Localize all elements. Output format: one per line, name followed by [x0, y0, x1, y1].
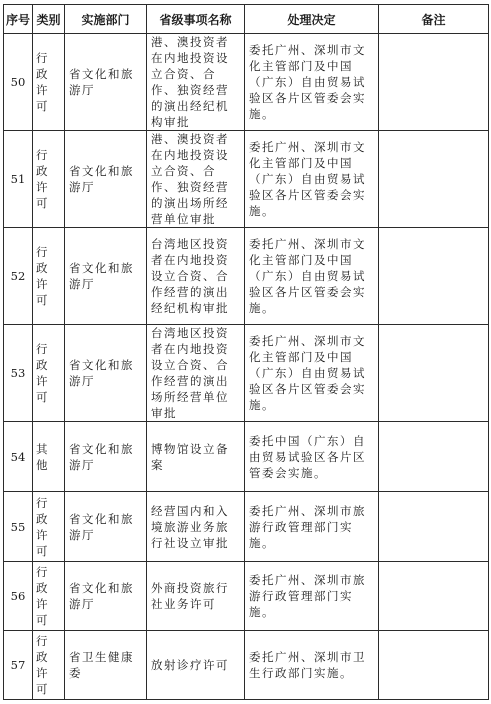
- row-item-name: 外商投资旅行社业务许可: [147, 562, 245, 631]
- row-number: 53: [4, 325, 33, 422]
- row-decision: 委托广州、深圳市文化主管部门及中国（广东）自由贸易试验区各片区管委会实施。: [245, 34, 379, 131]
- table-row: [4, 325, 489, 422]
- row-item-name: 台湾地区投资者在内地投资设立合资、合作经营的演出经纪机构审批: [147, 228, 245, 325]
- row-number: 54: [4, 422, 33, 492]
- row-department: 省文化和旅游厅: [65, 131, 147, 228]
- table-row: [4, 492, 489, 562]
- row-decision: 委托广州、深圳市旅游行政管理部门实施。: [245, 562, 379, 631]
- table-row: [4, 131, 489, 228]
- row-item-name: 台湾地区投资者在内地投资设立合资、合作经营的演出场所经营单位审批: [147, 325, 245, 422]
- row-category: 行政许可: [33, 228, 65, 325]
- row-notes: [379, 131, 489, 228]
- row-decision: 委托广州、深圳市文化主管部门及中国（广东）自由贸易试验区各片区管委会实施。: [245, 228, 379, 325]
- header-number: 序号: [4, 5, 33, 34]
- row-department: 省文化和旅游厅: [65, 228, 147, 325]
- row-number: 56: [4, 562, 33, 631]
- row-category: 行政许可: [33, 131, 65, 228]
- row-item-name: 港、澳投资者在内地投资设立合资、合作、独资经营的演出经纪机构审批: [147, 34, 245, 131]
- row-department: 省卫生健康委: [65, 631, 147, 700]
- row-number: 55: [4, 492, 33, 562]
- header-decision: 处理决定: [245, 5, 379, 34]
- row-item-name: 放射诊疗许可: [147, 631, 245, 700]
- row-notes: [379, 325, 489, 422]
- row-decision: 委托广州、深圳市文化主管部门及中国（广东）自由贸易试验区各片区管委会实施。: [245, 325, 379, 422]
- row-number: 51: [4, 131, 33, 228]
- table-row: [4, 562, 489, 631]
- row-decision: 委托广州、深圳市旅游行政管理部门实施。: [245, 492, 379, 562]
- row-department: 省文化和旅游厅: [65, 422, 147, 492]
- row-notes: [379, 631, 489, 700]
- row-department: 省文化和旅游厅: [65, 325, 147, 422]
- row-notes: [379, 228, 489, 325]
- row-item-name: 博物馆设立备案: [147, 422, 245, 492]
- row-category: 其他: [33, 422, 65, 492]
- table-row: [4, 631, 489, 700]
- row-notes: [379, 422, 489, 492]
- row-department: 省文化和旅游厅: [65, 492, 147, 562]
- row-department: 省文化和旅游厅: [65, 562, 147, 631]
- row-item-name: 港、澳投资者在内地投资设立合资、合作、独资经营的演出场所经营单位审批: [147, 131, 245, 228]
- row-number: 50: [4, 34, 33, 131]
- row-decision: 委托广州、深圳市文化主管部门及中国（广东）自由贸易试验区各片区管委会实施。: [245, 131, 379, 228]
- row-department: 省文化和旅游厅: [65, 34, 147, 131]
- header-item-name: 省级事项名称: [147, 5, 245, 34]
- row-category: 行政许可: [33, 34, 65, 131]
- row-category: 行政许可: [33, 631, 65, 700]
- policy-table: [3, 4, 489, 700]
- row-notes: [379, 34, 489, 131]
- header-notes: 备注: [379, 5, 489, 34]
- row-notes: [379, 562, 489, 631]
- row-number: 52: [4, 228, 33, 325]
- header-department: 实施部门: [65, 5, 147, 34]
- row-decision: 委托广州、深圳市卫生行政部门实施。: [245, 631, 379, 700]
- row-number: 57: [4, 631, 33, 700]
- row-category: 行政许可: [33, 492, 65, 562]
- table-header-row: [4, 5, 489, 34]
- header-category: 类别: [33, 5, 65, 34]
- table-row: [4, 228, 489, 325]
- row-decision: 委托中国（广东）自由贸易试验区各片区管委会实施。: [245, 422, 379, 492]
- table-row: [4, 422, 489, 492]
- row-notes: [379, 492, 489, 562]
- table-row: [4, 34, 489, 131]
- row-item-name: 经营国内和入境旅游业务旅行社设立审批: [147, 492, 245, 562]
- row-category: 行政许可: [33, 325, 65, 422]
- row-category: 行政许可: [33, 562, 65, 631]
